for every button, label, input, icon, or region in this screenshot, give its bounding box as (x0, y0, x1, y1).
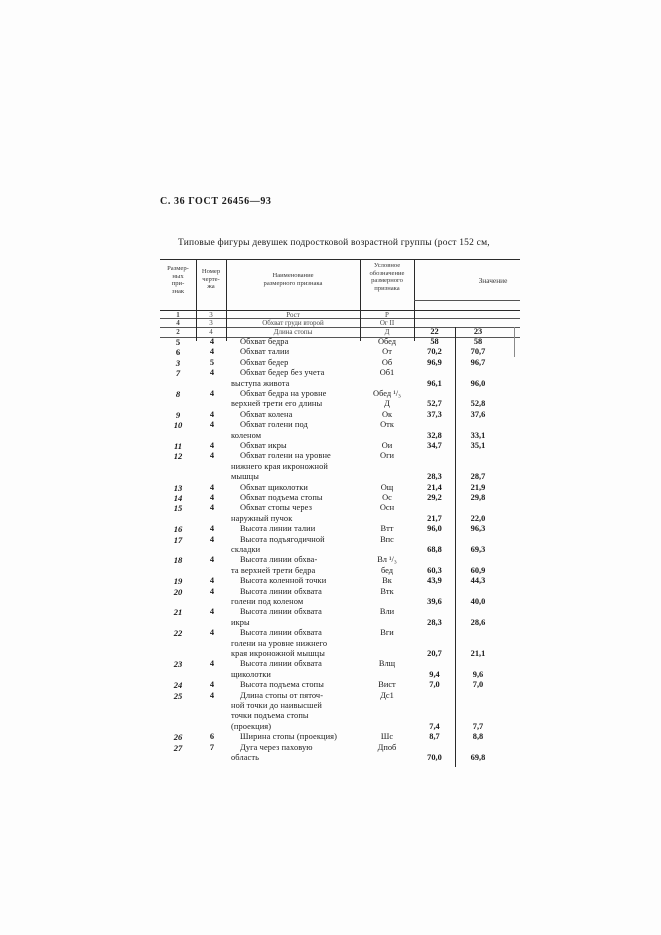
row-designation: Вги (380, 628, 394, 638)
row-name-line: коленом (231, 430, 262, 440)
row-name-line: выступа живота (231, 378, 290, 388)
row-value-23: 52,8 (470, 399, 486, 409)
row-designation: Об (381, 357, 393, 367)
row-name-line: ной точки до наивысшей (231, 701, 322, 710)
row-name-line: наружный пучок (231, 513, 293, 523)
row-designation: Обед ¹/₃ (373, 389, 401, 398)
row-number: 12 (173, 451, 183, 462)
row-number: 5 (175, 337, 181, 347)
row-name-line: Высота линии обхвата (240, 628, 322, 638)
row-value-22: 96,1 (427, 378, 442, 388)
row-name-line: точки подъема стопы (231, 711, 309, 721)
row-designation: Вист (378, 680, 396, 690)
row-name-line: Дуга через паховую (240, 742, 313, 752)
row-value-22: 43,9 (427, 576, 442, 586)
col-header-fig: Номер черте- жа (201, 268, 221, 291)
row-name-line: (проекция) (231, 721, 272, 731)
row-value-22: 70,0 (427, 753, 442, 762)
row-value-22: 8,7 (429, 732, 440, 742)
col-header-num: Размер- ных при- знак (167, 265, 189, 295)
row-figure-number: 4 (209, 451, 215, 461)
row-value-23: 7,0 (472, 680, 484, 690)
row-figure-number: 4 (209, 409, 215, 419)
row-name-line: Высота подъягодичной (240, 534, 325, 544)
row-name-line: Высота коленной точки (240, 576, 327, 586)
row-name-line: область (231, 753, 260, 762)
col-header-name: Наименование размерного признака (263, 272, 323, 287)
row-name-line: края икроножной мышцы (231, 649, 325, 658)
page-header: С. 36 ГОСТ 26456—93 (160, 196, 272, 207)
row-designation: Ощ (380, 482, 394, 492)
row-value-23: 7,7 (472, 721, 484, 731)
row-value-22: 58 (430, 337, 439, 346)
row-number: 20 (173, 586, 183, 597)
row-figure-number: 4 (209, 441, 215, 450)
row-number: 17 (173, 534, 183, 545)
row-designation: Отк (380, 420, 394, 430)
row-designation: Д (384, 399, 390, 409)
row-value-22: 68,8 (427, 545, 442, 554)
row-name-line: Высота линии талии (240, 524, 316, 534)
row-name-line: Обхват икры (240, 441, 287, 450)
row-value-23: 22,0 (470, 513, 486, 523)
row-designation: Втк (380, 586, 394, 596)
row-figure-number: 4 (209, 607, 215, 617)
index-num: 4 (176, 319, 180, 327)
row-figure-number: 4 (209, 389, 215, 398)
row-value-23: 96,0 (470, 378, 486, 388)
row-figure-number: 5 (209, 357, 215, 367)
row-designation: От (382, 347, 392, 357)
index-designation: Ог II (379, 319, 395, 327)
row-designation: Вл ¹/₃ (377, 555, 397, 565)
row-number: 25 (173, 690, 183, 701)
row-figure-number: 4 (209, 586, 215, 596)
row-designation: Ос (382, 493, 392, 502)
row-figure-number: 4 (209, 420, 215, 430)
col-header-value: Значение (478, 276, 508, 285)
row-value-22: 52,7 (427, 399, 442, 409)
row-value-23: 69,8 (470, 753, 486, 762)
index-fig: 4 (209, 328, 213, 336)
row-value-22: 32,8 (427, 430, 442, 440)
row-name-line: Ширина стопы (проекция) (240, 732, 337, 742)
row-value-23: 9,6 (472, 669, 484, 679)
value-header-22: 22 (430, 327, 439, 336)
index-fig: 3 (209, 311, 213, 319)
row-name-line: Обхват голени на уровне (240, 451, 331, 461)
row-designation: Вк (382, 576, 392, 586)
row-name-line: Обхват стопы через (240, 503, 312, 513)
row-value-22: 21,7 (427, 513, 442, 523)
index-num: 1 (176, 311, 180, 319)
row-value-22: 9,4 (429, 669, 440, 679)
row-figure-number: 6 (209, 732, 215, 742)
row-name-line: Обхват голени под (240, 420, 308, 430)
row-figure-number: 4 (209, 628, 215, 638)
row-value-22: 7,4 (429, 721, 440, 731)
row-name-line: голени на уровне нижнего (231, 638, 328, 648)
row-name-line: Обхват бедра на уровне (240, 389, 327, 398)
index-name: Обхват груди второй (262, 319, 324, 327)
value-right-edge (514, 327, 515, 357)
row-figure-number: 7 (209, 742, 215, 752)
row-name-line: Длина стопы от пяточ- (240, 690, 324, 700)
row-value-23: 29,8 (470, 493, 486, 502)
row-value-23: 40,0 (470, 597, 486, 606)
row-name-line: нижнего края икроножной (231, 461, 329, 471)
row-name-line: мышцы (231, 472, 259, 482)
row-number: 13 (173, 482, 183, 493)
row-value-22: 29,2 (427, 493, 442, 502)
row-name-line: Высота линии обхвата (240, 607, 322, 617)
row-designation: Вли (379, 607, 395, 617)
row-figure-number: 4 (209, 337, 215, 346)
row-designation: Влщ (378, 659, 396, 669)
row-designation: Шс (380, 732, 394, 742)
col-header-designation: Условное обозначение размерного признака (369, 262, 405, 292)
row-designation: Дс1 (380, 690, 394, 700)
index-designation: Р (385, 311, 389, 319)
row-value-23: 96,7 (470, 357, 486, 367)
row-value-23: 58 (473, 337, 483, 346)
row-value-23: 28,6 (470, 617, 486, 627)
row-name-line: Обхват талии (240, 347, 290, 357)
row-name-line: Высота линии обхвата (240, 659, 322, 669)
row-value-22: 28,3 (427, 472, 442, 482)
row-value-23: 35,1 (470, 441, 486, 450)
row-name-line: та верхней трети бедра (231, 565, 316, 575)
row-name-line: Высота линии обхвата (240, 586, 322, 596)
row-figure-number: 4 (209, 659, 215, 669)
row-designation: Об1 (379, 368, 395, 378)
row-value-22: 39,6 (427, 597, 442, 606)
row-figure-number: 4 (209, 690, 215, 700)
row-number: 3 (175, 357, 181, 368)
row-value-22: 96,9 (427, 357, 442, 367)
row-name-line: Высота подъема стопы (240, 680, 324, 690)
row-value-23: 28,7 (470, 472, 486, 482)
row-name-line: Обхват бедер без учета (240, 368, 325, 378)
row-number: 27 (173, 742, 183, 753)
row-figure-number: 4 (209, 493, 215, 502)
value-header-rule (414, 300, 520, 301)
row-name-line: Обхват щиколотки (240, 482, 308, 492)
row-name-line: Высота линии обхва- (240, 555, 318, 565)
row-name-line: голени под коленом (231, 597, 304, 606)
row-number: 19 (173, 576, 183, 587)
row-name-line: Обхват колена (240, 409, 293, 419)
row-figure-number: 4 (209, 347, 215, 357)
row-name-line: щиколотки (231, 669, 272, 679)
index-name: Рост (286, 311, 300, 319)
index-designation: Д (384, 328, 390, 336)
row-value-22: 28,3 (427, 617, 442, 627)
row-number: 10 (173, 420, 183, 431)
index-name: Длина стопы (273, 328, 313, 336)
row-number: 14 (173, 493, 183, 503)
row-number: 23 (173, 659, 183, 670)
row-designation: Дпоб (377, 742, 397, 752)
index-num: 2 (176, 328, 180, 336)
row-value-23: 37,6 (470, 409, 486, 419)
table-caption: Типовые фигуры девушек подростковой возрастной группы (рост 152 см, (178, 238, 490, 248)
row-figure-number: 4 (209, 482, 215, 492)
row-value-23: 70,7 (470, 347, 486, 357)
table-top-rule (160, 259, 520, 260)
row-designation: Ок (381, 409, 393, 419)
row-value-23: 8,8 (472, 732, 484, 742)
row-value-22: 60,3 (427, 565, 442, 575)
row-number: 26 (173, 732, 183, 743)
row-name-line: икры (231, 617, 250, 627)
row-designation: Оги (380, 451, 394, 461)
row-number: 6 (175, 347, 181, 358)
row-designation: бед (380, 565, 394, 575)
row-value-23: 60,9 (470, 565, 486, 575)
row-number: 15 (173, 503, 183, 514)
row-number: 18 (173, 555, 183, 566)
row-number: 24 (173, 680, 183, 691)
row-figure-number: 4 (209, 534, 215, 544)
value-header-23: 23 (473, 327, 483, 336)
row-number: 7 (175, 368, 181, 379)
row-value-22: 7,0 (429, 680, 440, 690)
row-value-22: 37,3 (427, 409, 442, 419)
row-designation: Ои (381, 441, 393, 450)
row-figure-number: 4 (209, 524, 215, 534)
row-designation: Впс (380, 534, 394, 544)
row-figure-number: 4 (209, 680, 215, 690)
row-name-line: Обхват бедер (240, 357, 289, 367)
row-value-23: 21,1 (470, 649, 486, 658)
row-number: 21 (173, 607, 183, 618)
row-value-23: 33,1 (470, 430, 486, 440)
row-number: 8 (175, 389, 181, 399)
row-figure-number: 4 (209, 368, 215, 378)
row-value-22: 34,7 (427, 441, 442, 450)
row-value-22: 70,2 (427, 347, 442, 357)
row-designation: Осн (379, 503, 395, 513)
row-name-line: Обхват подъема стопы (240, 493, 323, 502)
row-value-23: 44,3 (470, 576, 486, 586)
row-name-line: верхней трети его длины (231, 399, 323, 409)
row-figure-number: 4 (209, 576, 215, 586)
row-value-23: 69,3 (470, 545, 486, 554)
row-number: 11 (173, 441, 183, 451)
row-name-line: Обхват бедра (240, 337, 289, 346)
row-value-23: 21,9 (470, 482, 486, 492)
row-figure-number: 4 (209, 503, 215, 513)
index-fig: 3 (209, 319, 213, 327)
row-designation: Обед (377, 337, 397, 346)
row-figure-number: 4 (209, 555, 215, 565)
row-value-22: 21,4 (427, 482, 442, 492)
row-value-23: 96,3 (470, 524, 486, 534)
row-name-line: складки (231, 545, 261, 554)
row-number: 16 (173, 524, 183, 535)
row-value-22: 20,7 (427, 649, 442, 658)
row-designation: Втт (380, 524, 394, 534)
row-number: 22 (173, 628, 183, 639)
row-number: 9 (175, 409, 181, 420)
row-value-22: 96,0 (427, 524, 442, 534)
